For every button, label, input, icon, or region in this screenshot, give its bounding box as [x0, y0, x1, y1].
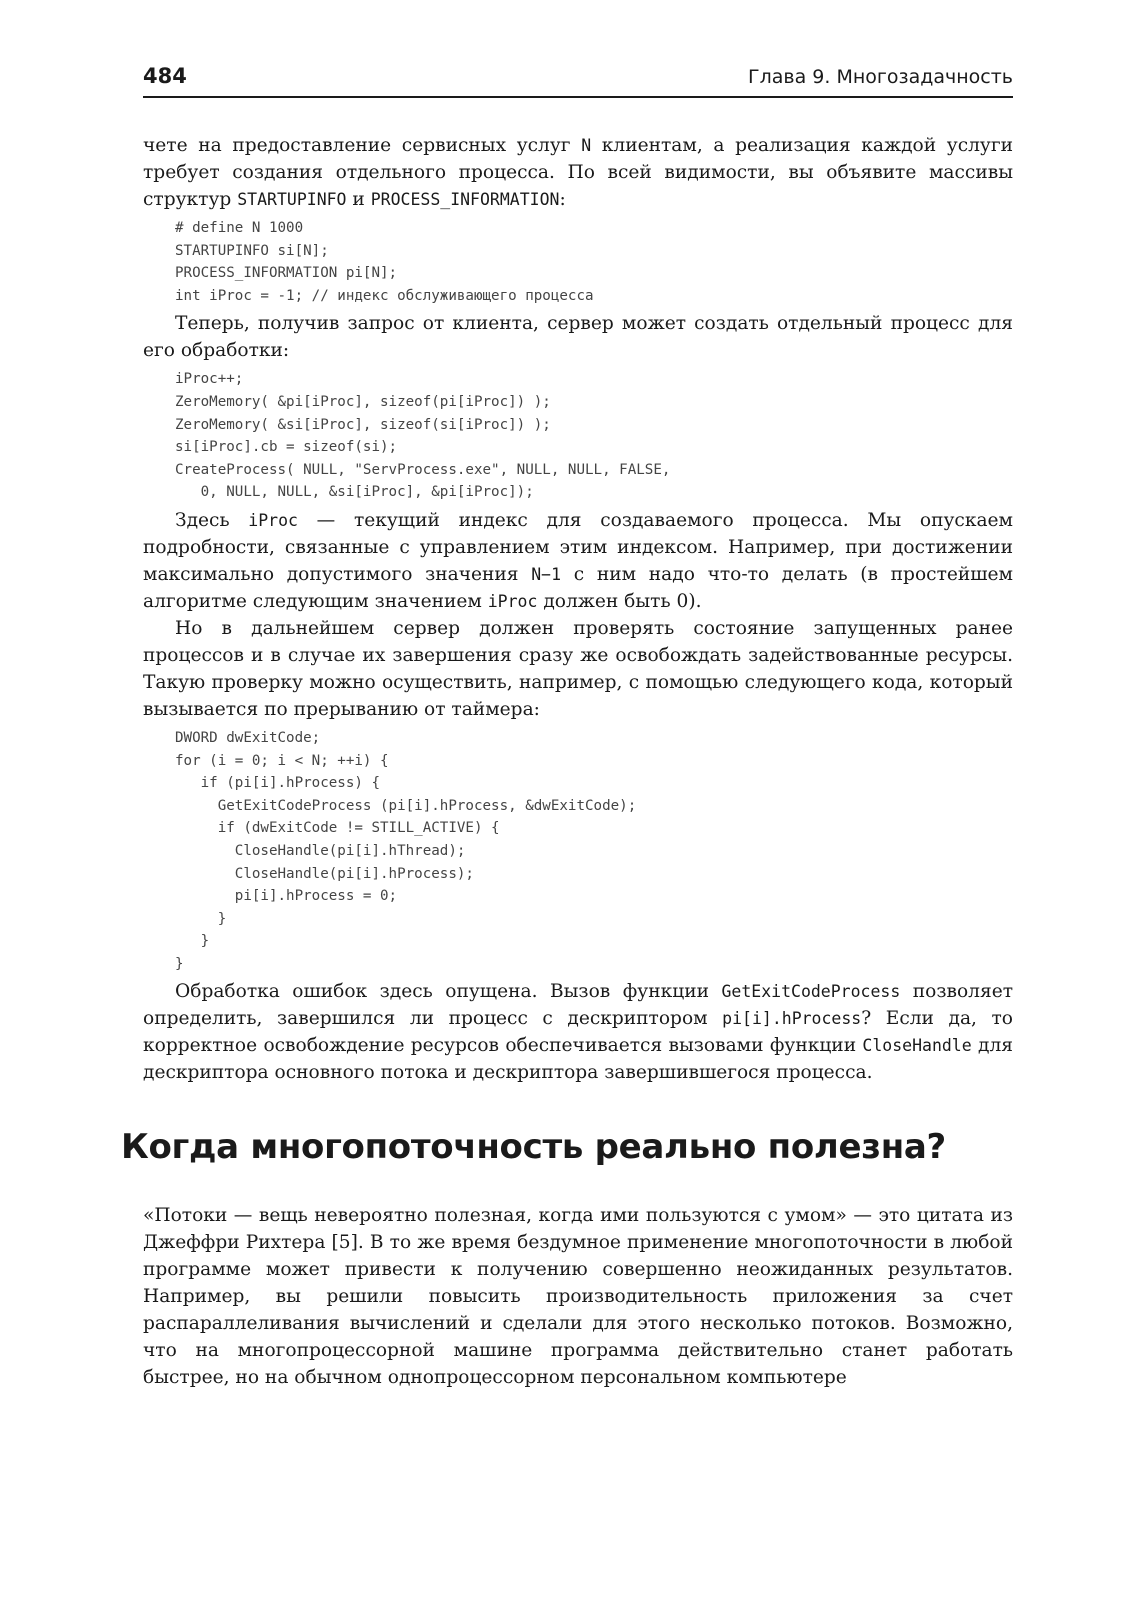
inline-code: GetExitCodeProcess — [721, 982, 901, 1002]
inline-code: iProc — [487, 591, 538, 611]
code-block-timer-check: DWORD dwExitCode; for (i = 0; i < N; ++i) { if (pi[i].hProcess) { GetExitCodeProcess (pi[i].hProcess, &dwExitCode); if (dwExitCode != STILL_ACTIVE) { CloseHandle(pi[i].hThread); CloseHandle(pi[i].hProcess); pi[i].hProcess = 0; } } } — [175, 729, 637, 972]
page-number: 484 — [143, 64, 187, 88]
inline-code: N — [581, 136, 592, 155]
inline-code: CloseHandle — [862, 1036, 972, 1056]
inline-code: iProc — [248, 510, 298, 530]
running-header — [143, 62, 1013, 98]
chapter-title: Глава 9. Многозадачность — [748, 66, 1013, 88]
paragraph-3: Здесь iProc — текущий индекс для создаваемого процесса. Мы опускаем подробности, связанные с управлением этим индексом. Например, при достижении максимально допустимого значения N−1 с ним надо что-то делать (в простейшем алгоритме следующим значением iProc должен быть 0). — [143, 509, 1014, 612]
paragraph-1: чете на предоставление сервисных услуг N клиентам, а реализация каждой услуги требует создания отдельного процесса. По всей видимости, вы объявите массивы структур STARTUPINFO и PROCESS_INFORMATION: — [143, 135, 1013, 210]
inline-code: STARTUPINFO — [237, 190, 347, 209]
inline-code: N−1 — [531, 564, 562, 584]
inline-code: pi[i].hProcess — [722, 1009, 862, 1029]
page-body — [121, 132, 1014, 1391]
paragraph-2: Теперь, получив запрос от клиента, сервер может создать отдельный процесс для его обработки: — [143, 313, 1013, 362]
code-block-declarations: # define N 1000 STARTUPINFO si[N]; PROCESS_INFORMATION pi[N]; int iProc = -1; // индекс обслуживающего процесса — [175, 220, 594, 304]
paragraph-5: Обработка ошибок здесь опущена. Вызов функции GetExitCodeProcess позволяет определить, завершился ли процесс с дескриптором pi[i].hProcess? Если да, то корректное освобождение ресурсов обеспечивается вызовами функции CloseHandle для дескриптора основного потока и дескриптора завершившегося процесса. — [143, 981, 1013, 1084]
section-heading: Когда многопоточность реально полезна? — [121, 1127, 946, 1168]
paragraph-4: Но в дальнейшем сервер должен проверять состояние запущенных ранее процессов и в случае их завершения сразу же освобождать задействованные ресурсы. Такую проверку можно осуществить, например, с помощью следующего кода, который вызывается по прерыванию от таймера: — [143, 617, 1013, 720]
paragraph-6: «Потоки — вещь невероятно полезная, когда ими пользуются с умом» — это цитата из Джеффри Рихтера [5]. В то же время бездумное применение многопоточности в любой программе может привести к получению совершенно неожиданных результатов. Например, вы решили повысить производительность приложения за счет распараллеливания вычислений и сделали для этого несколько потоков. Возможно, что на многопроцессорной машине программа действительно станет работать быстрее, но на обычном однопроцессорном персональном компьютере — [143, 1205, 1013, 1389]
inline-code: PROCESS_INFORMATION — [370, 190, 560, 209]
code-block-create-process: iProc++; ZeroMemory( &pi[iProc], sizeof(pi[iProc]) ); ZeroMemory( &si[iProc], sizeof(si[iProc]) ); si[iProc].cb = sizeof(si); CreateProcess( NULL, "ServProcess.exe", NULL, NULL, FALSE, 0, NULL, NULL, &si[iProc], &pi[iProc]); — [175, 371, 671, 501]
